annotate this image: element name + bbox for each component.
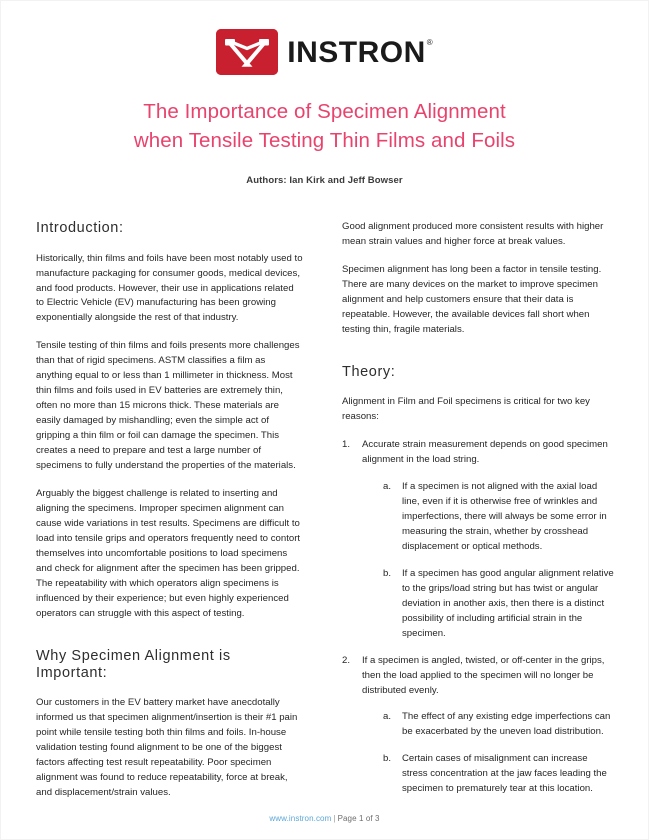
list-item-text: If a specimen is not aligned with the axial load line, even if it is otherwise free of wrinkles and imperfections, there will always be some error in measuring the strain, whether by crosshead displacement or optical methods. [402,481,607,552]
paragraph: Alignment in Film and Foil specimens is critical for two key reasons: [342,396,590,423]
paragraph: Arguably the biggest challenge is related to inserting and aligning the specimens. Improper specimen alignment can cause wide variations in test results. Specimens are difficult to load into tensile grips and operators frequently need to contort themselves into uncomfortable positions to load specimens and check for alignment after the specimen has been gripped. The repeatability with which operators align specimens is influenced by their experience; but even highly experienced operators can struggle with this aspect of testing. [36,487,301,619]
authors-line: Authors: Ian Kirk and Jeff Bowser [246,175,403,187]
list-item [342,654,615,798]
heading-theory: Theory: [342,363,396,380]
heading-why-specimen-alignment-is-important: Why Specimen Alignment is Important: [36,647,231,681]
list-item [383,480,615,555]
theory-reasons-list [342,438,615,797]
list-item-text: If a specimen has good angular alignment relative to the grips/load string but has twist or angular deviation in another axis, then there is a distinct possibility of including artificial strain in the specimen. [402,567,614,639]
list-marker: a. [383,711,392,723]
list-item [383,567,615,642]
list-item [383,752,615,797]
page-header [0,0,649,75]
list-item [383,710,615,740]
list-item-text: Certain cases of misalignment can increase stress concentration at the jaw faces leading the specimen to prematurely tear at this location. [402,753,607,795]
paragraph: Our customers in the EV battery market have anecdotally informed us that specimen alignment/insertion is their #1 pain point while tensile testing both thin films and foils. In-house validation testing found alignment to be one of the biggest factors affecting test result repeatability. Poor specimen alignment was found to reduce repeatability, force at break, and displacement/strain values. [36,697,298,799]
list-marker: 2. [342,654,351,666]
page-title [60,97,589,155]
list-item-body [362,654,615,798]
page-title-line-1: The Importance of Specimen Alignment [143,100,506,123]
list-marker: a. [383,481,392,493]
instron-logo-mark-icon [216,29,278,75]
paragraph: Good alignment produced more consistent results with higher mean strain values and higher force at break values. [342,221,604,248]
list-item-text: If a specimen is angled, twisted, or off-center in the grips, then the load applied to the specimen will no longer be distributed evenly. [362,654,605,696]
list-marker: 1. [342,439,351,451]
list-item-text: Accurate strain measurement depends on good specimen alignment in the load string. [362,439,608,466]
left-column [36,220,304,801]
list-marker: b. [383,753,392,765]
heading-introduction: Introduction: [36,220,124,237]
page-number: Page 1 of 3 [337,814,380,823]
sub-list [362,480,615,642]
right-column [342,220,615,809]
paragraph: Specimen alignment has long been a factor in tensile testing. There are many devices on the market to improve specimen alignment and help customers ensure that their data is repeatable. However, the available devices fall short when testing thin, fragile materials. [342,264,602,335]
sub-list [362,710,615,797]
page-footer [0,814,649,823]
page-title-line-2: when Tensile Testing Thin Films and Foils [133,129,516,153]
content-columns [0,220,649,809]
list-marker: b. [383,567,392,579]
paragraph: Tensile testing of thin films and foils presents more challenges than that of rigid specimens. ASTM classifies a film as anything equal to or less than 1 millimeter in thickness. Most thin films and foils used in EV batteries are extremely thin, often no more than 15 microns thick. These materials are easily damaged by mishandling; even the simple act of gripping a thin film or foil can damage the specimen. This creates a need to prepare and test a large number of specimens to fully understand the properties of the materials. [36,340,300,471]
list-item [342,438,615,641]
footer-separator: | [333,814,336,823]
title-block [0,97,649,155]
list-item-text: The effect of any existing edge imperfections can be exacerbated by the uneven load distribution. [402,711,611,738]
instron-wordmark [287,38,432,68]
instron-logo [216,29,432,75]
wordmark-text: INSTRON [287,36,426,69]
paragraph: Historically, thin films and foils have been most notably used to manufacture packaging for consumer goods, medical devices, and food products. However, their use in applications related to Electric Vehicle (EV) manufacturing has been growing exponentially alongside the rest of that industry. [36,252,303,324]
list-item-body [362,438,615,641]
registered-trademark-icon: ® [426,38,433,47]
website-link[interactable]: www.instron.com [269,814,332,823]
